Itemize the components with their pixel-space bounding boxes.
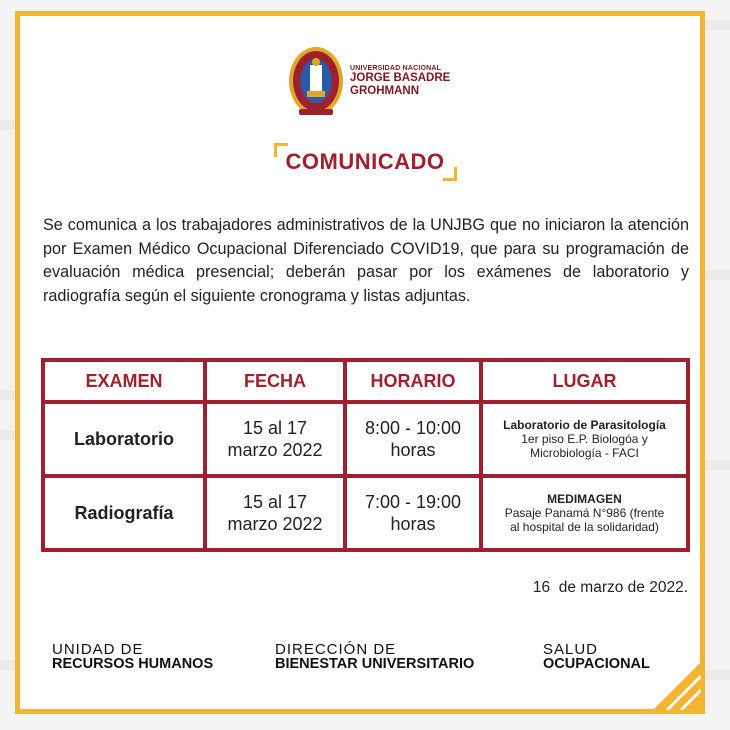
signature-occupational-health xyxy=(543,642,650,672)
issue-date: 16 de marzo de 2022. xyxy=(532,579,688,596)
corner-ornament-icon xyxy=(653,662,701,710)
signature-line1: SALUD xyxy=(543,641,599,658)
column-header-place: LUGAR xyxy=(483,362,686,400)
place-line: Microbiología - FACI xyxy=(530,446,639,460)
signature-line1: UNIDAD DE xyxy=(52,641,144,658)
time-line: 8:00 - 10:00 xyxy=(364,418,462,438)
time-line: horas xyxy=(390,440,436,460)
signature-line2: BIENESTAR UNIVERSITARIO xyxy=(275,656,475,672)
title-bracket-bottom xyxy=(443,167,457,181)
schedule-table xyxy=(41,358,690,552)
place-line: Pasaje Panamá N°986 (frente xyxy=(504,506,665,520)
university-logo xyxy=(287,45,450,117)
time-cell xyxy=(347,404,479,474)
signature-line2: OCUPACIONAL xyxy=(543,656,650,672)
date-line: 15 al 17 xyxy=(242,418,308,438)
place-line: 1er piso E.P. Biologóa y xyxy=(521,432,648,446)
column-header-date: FECHA xyxy=(207,362,343,400)
date-cell xyxy=(207,404,343,474)
date-line: marzo 2022 xyxy=(227,514,323,534)
time-line: 7:00 - 19:00 xyxy=(364,492,462,512)
time-line: horas xyxy=(390,514,436,534)
date-cell xyxy=(207,478,343,548)
table-header-row xyxy=(45,362,686,400)
institution-line3: GROHMANN xyxy=(350,84,419,97)
place-line: al hospital de la solidaridad) xyxy=(510,520,659,534)
exam-cell: Radiografía xyxy=(45,478,203,548)
time-cell xyxy=(347,478,479,548)
column-header-time: HORARIO xyxy=(347,362,479,400)
date-line: marzo 2022 xyxy=(227,440,323,460)
signature-line2: RECURSOS HUMANOS xyxy=(52,656,214,672)
university-crest-icon xyxy=(287,45,345,117)
institution-line1: UNIVERSIDAD NACIONAL xyxy=(350,64,442,72)
place-cell xyxy=(483,478,686,548)
table-row xyxy=(45,478,686,548)
place-name: Laboratorio de Parasitología xyxy=(503,418,666,432)
title-text: COMUNICADO xyxy=(285,149,445,174)
column-header-exam: EXAMEN xyxy=(45,362,203,400)
page-title xyxy=(274,145,457,179)
notice-body: Se comunica a los trabajadores administrativos de la UNJBG que no iniciaron la atención por Examen Médico Ocupacional Diferenciado COVID19, que para su programación de evaluación médica presencial; deberán pasar por los exámenes de laboratorio y radiografía según el siguiente cronograma y listas adjuntas. xyxy=(43,216,689,305)
institution-line2: JORGE BASADRE xyxy=(350,72,451,85)
signature-line1: DIRECCIÓN DE xyxy=(275,641,397,658)
signature-student-welfare xyxy=(275,642,474,672)
title-bracket-top xyxy=(274,143,288,157)
date-line: 15 al 17 xyxy=(242,492,308,512)
place-name: MEDIMAGEN xyxy=(547,492,622,506)
signature-human-resources xyxy=(52,642,213,672)
place-cell xyxy=(483,404,686,474)
exam-cell: Laboratorio xyxy=(45,404,203,474)
table-row xyxy=(45,404,686,474)
